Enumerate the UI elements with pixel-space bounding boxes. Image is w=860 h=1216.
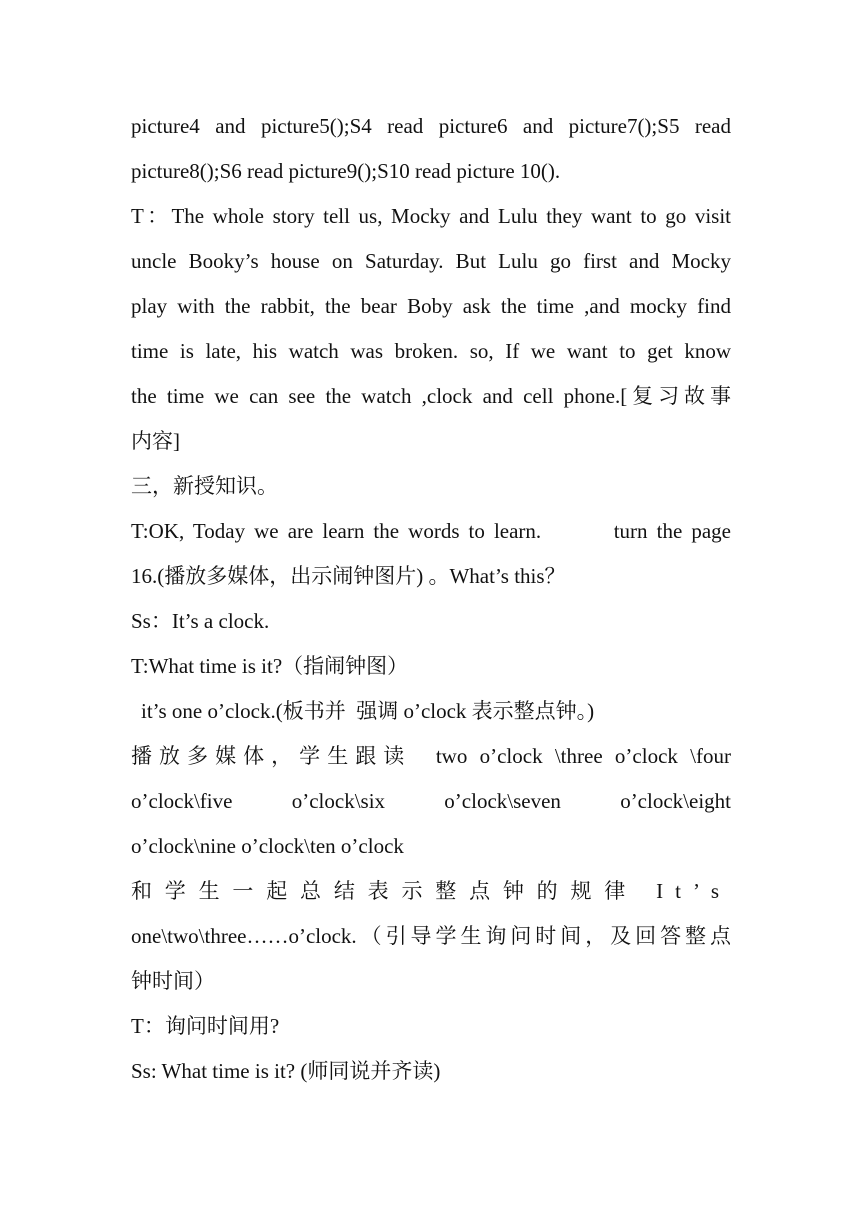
text-line: picture8();S6 read picture9();S10 read picture 10().: [131, 159, 561, 183]
text-line: it’s one o’clock.(板书并 强调 o’clock 表示整点钟。): [141, 699, 595, 723]
text-line: o’clock\nine o’clock\ten o’clock: [131, 834, 404, 858]
paragraph-board-note: [131, 689, 731, 734]
paragraph-summary-rule: [131, 869, 731, 1004]
text-line: Ss：It’s a clock.: [131, 609, 270, 633]
paragraph-students-answer: [131, 1049, 731, 1094]
paragraph-teacher-intro: [131, 509, 731, 599]
text-line: picture4 and picture5();S4 read picture6 and picture7();S5 read: [131, 114, 731, 138]
text-line: Ss: What time is it? (师同说并齐读): [131, 1059, 441, 1083]
text-line: 钟时间）: [131, 969, 215, 993]
text-line: 三，新授知识。: [131, 474, 278, 498]
text-line: time is late, his watch was broken. so, If we want to get know: [131, 339, 731, 363]
paragraph-multimedia-reading: [131, 734, 731, 869]
paragraph-teacher-question: [131, 644, 731, 689]
text-line: T：询问时间用?: [131, 1014, 280, 1038]
text-line: 16.(播放多媒体，出示闹钟图片) 。What’s this？: [131, 564, 566, 588]
text-line: one\two\three……o’clock.（引导学生询问时间，及回答整点: [131, 924, 731, 948]
paragraph-story-summary: [131, 194, 731, 464]
text-line: play with the rabbit, the bear Boby ask the time ,and mocky find: [131, 294, 731, 318]
text-line: 播放多媒体，学生跟读 two o’clock \three o’clock \four: [131, 744, 731, 768]
text-line: the time we can see the watch ,clock and cell phone.[复习故事: [131, 384, 731, 408]
document-page: [131, 104, 731, 1094]
text-line: T:What time is it?（指闹钟图）: [131, 654, 409, 678]
paragraph-reading-assignments: [131, 104, 731, 194]
section-heading: [131, 464, 731, 509]
text-line: uncle Booky’s house on Saturday. But Lulu go first and Mocky: [131, 249, 731, 273]
text-line: T:OK, Today we are learn the words to learn. turn the page: [131, 519, 731, 543]
text-line: 和学生一起总结表示整点钟的规律 It’s: [131, 879, 731, 903]
paragraph-student-reply: [131, 599, 731, 644]
text-line: 内容]: [131, 429, 180, 453]
paragraph-teacher-ask: [131, 1004, 731, 1049]
text-line: o’clock\five o’clock\six o’clock\seven o’clock\eight: [131, 789, 731, 813]
text-line: T：The whole story tell us, Mocky and Lulu they want to go visit: [131, 204, 731, 228]
